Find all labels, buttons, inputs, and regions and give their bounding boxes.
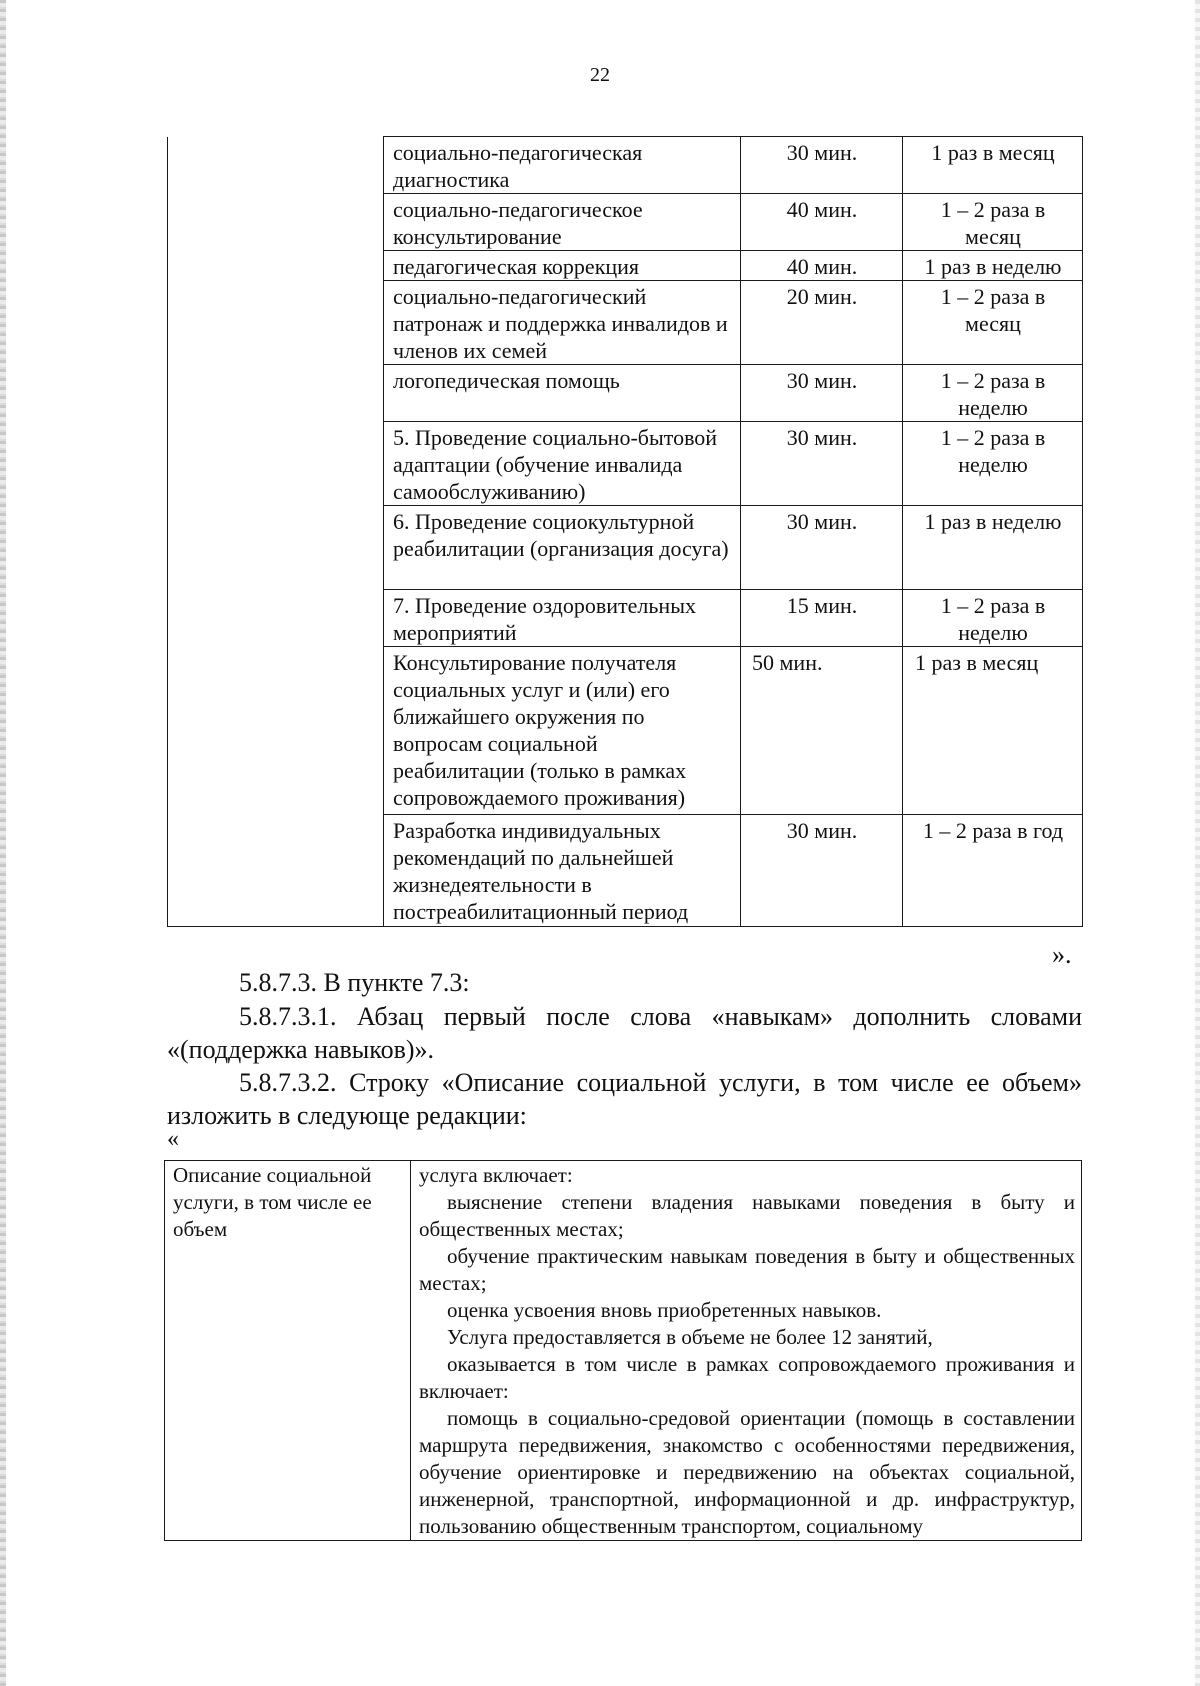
frequency-cell: 1 раз в неделю <box>903 506 1083 590</box>
duration-cell: 40 мин. <box>741 251 903 281</box>
services-table <box>167 136 1083 927</box>
duration-cell: 30 мин. <box>741 422 903 506</box>
frequency-cell: 1 раз в неделю <box>903 251 1083 281</box>
service-name-cell: 6. Проведение социокультурной реабилитации (организация досуга) <box>384 506 741 590</box>
service-name-cell: 7. Проведение оздоровительных мероприятий <box>384 590 741 647</box>
description-line: оценка усвоения вновь приобретенных навыков. <box>447 1298 882 1322</box>
duration-cell: 30 мин. <box>741 137 903 194</box>
frequency-cell: 1 – 2 раза в год <box>903 815 1083 927</box>
frequency-cell: 1 – 2 раза в месяц <box>903 194 1083 251</box>
service-name-cell: 5. Проведение социально-бытовой адаптации (обучение инвалида самообслуживанию) <box>384 422 741 506</box>
description-line: выяснение степени владения навыками поведения в быту и общественных местах; <box>419 1190 1075 1241</box>
description-content-cell <box>411 1161 1082 1541</box>
service-name-cell: социально-педагогическое консультирование <box>384 194 741 251</box>
duration-cell: 20 мин. <box>741 281 903 365</box>
empty-category-cell <box>168 137 384 927</box>
paragraph-5-8-7-3: 5.8.7.3. В пункте 7.3: <box>239 968 470 997</box>
frequency-cell: 1 – 2 раза в неделю <box>903 590 1083 647</box>
table-row <box>168 137 1083 194</box>
opening-quote: « <box>167 1126 179 1152</box>
description-line: Услуга предоставляется в объеме не более 12 занятий, <box>447 1325 933 1349</box>
description-table <box>164 1160 1082 1541</box>
table-row <box>165 1161 1082 1541</box>
frequency-cell: 1 – 2 раза в неделю <box>903 422 1083 506</box>
scan-edge-left <box>0 0 6 1686</box>
service-name-cell: социально-педагогическая диагностика <box>384 137 741 194</box>
frequency-cell: 1 раз в месяц <box>903 137 1083 194</box>
duration-cell: 30 мин. <box>741 365 903 422</box>
paragraph-5-8-7-3-1: 5.8.7.3.1. Абзац первый после слова «навыкам» дополнить словами «(поддержка навыков)». <box>167 1002 1082 1064</box>
page-number: 22 <box>590 64 610 86</box>
description-line: помощь в социально-средовой ориентации (помощь в составлении маршрута передвижения, знакомство с особенностями передвижения, обучение ориентировке и передвижению на объектах социальной, инженерной, транспортной, информационной и др. инфраструктур, пользованию общественным транспортом, социальному <box>419 1406 1075 1538</box>
duration-cell: 30 мин. <box>741 506 903 590</box>
service-name-cell: социально-педагогический патронаж и поддержка инвалидов и членов их семей <box>384 281 741 365</box>
description-line: обучение практическим навыкам поведения в быту и общественных местах; <box>419 1244 1075 1295</box>
service-name-cell: Консультирование получателя социальных услуг и (или) его ближайшего окружения по вопросам социальной реабилитации (только в рамках сопровождаемого проживания) <box>384 647 741 815</box>
frequency-cell: 1 раз в месяц <box>903 647 1083 815</box>
duration-cell: 15 мин. <box>741 590 903 647</box>
frequency-cell: 1 – 2 раза в неделю <box>903 365 1083 422</box>
paragraph-5-8-7-3-2: 5.8.7.3.2. Строку «Описание социальной услуги, в том числе ее объем» изложить в следующе редакции: <box>167 1068 1082 1130</box>
scan-edge-right <box>1195 0 1200 1686</box>
description-line: оказывается в том числе в рамках сопровождаемого проживания и включает: <box>419 1352 1075 1403</box>
duration-cell: 30 мин. <box>741 815 903 927</box>
frequency-cell: 1 – 2 раза в месяц <box>903 281 1083 365</box>
service-name-cell: педагогическая коррекция <box>384 251 741 281</box>
closing-quote: ». <box>1052 940 1072 969</box>
service-name-cell: логопедическая помощь <box>384 365 741 422</box>
description-line: услуга включает: <box>419 1163 573 1187</box>
duration-cell: 40 мин. <box>741 194 903 251</box>
duration-cell: 50 мин. <box>741 647 903 815</box>
description-label-cell: Описание социальной услуги, в том числе ее объем <box>165 1161 411 1541</box>
service-name-cell: Разработка индивидуальных рекомендаций по дальнейшей жизнедеятельности в постреабилитационный период <box>384 815 741 927</box>
